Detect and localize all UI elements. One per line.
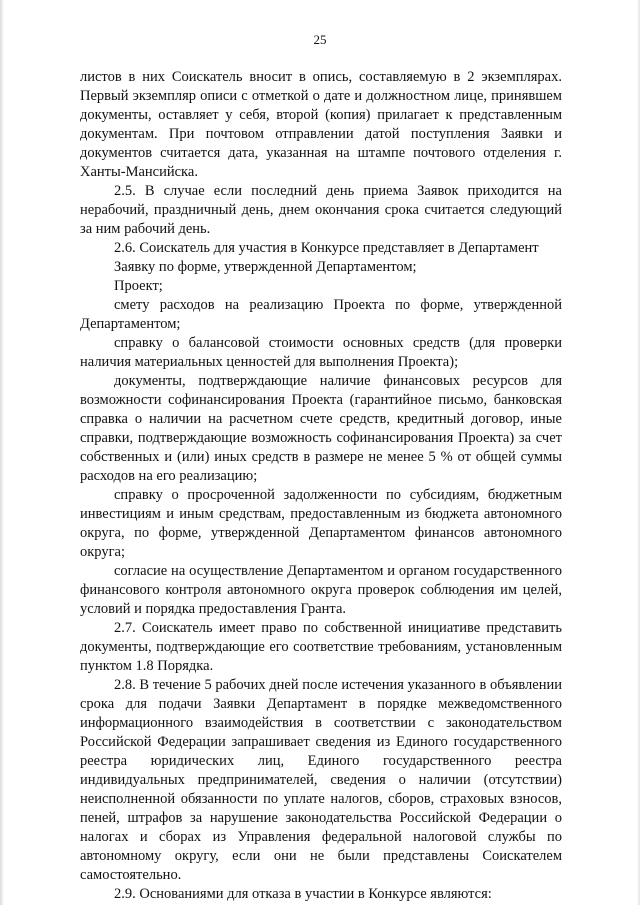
document-body [80, 68, 562, 904]
paragraph-2-9: 2.9. Основаниями для отказа в участии в Конкурсе являются: [114, 886, 492, 902]
paragraph-2-7: 2.7. Соискатель имеет право по собственной инициативе представить документы, подтверждающие его соответствие требованиям, установленным пунктом 1.8 Порядка. [80, 620, 562, 674]
paragraph-2-5: 2.5. В случае если последний день приема Заявок приходится на нерабочий, праздничный день, днем окончания срока считается следующий за ним рабочий день. [80, 183, 562, 237]
list-item-project: Проект; [114, 278, 163, 294]
list-item-financial-documents: документы, подтверждающие наличие финансовых ресурсов для возможности софинансирования Проекта (гарантийное письмо, банковская справка о наличии на расчетном счете средств, кредитный договор, иные справки, подтверждающие возможность софинансирования Проекта) за счет собственных и (или) иных средств в размере не менее 5 % от общей суммы расходов на его реализацию; [80, 373, 562, 484]
paragraph-2-8: 2.8. В течение 5 рабочих дней после истечения указанного в объявлении срока для подачи Заявки Департамент в порядке межведомственного информационного взаимодействия в соответствии с законодательством Российской Федерации запрашивает сведения из Единого государственного реестра юридических лиц, Единого государственного реестра индивидуальных предпринимателей, сведения о наличии (отсутствии) неисполненной обязанности по уплате налогов, сборов, страховых взносов, пеней, штрафов за нарушение законодательства Российской Федерации о налогах и сборах из Управления федеральной налоговой службы по автономному округу, если они не были представлены Соискателем самостоятельно. [80, 677, 562, 883]
list-item-consent: согласие на осуществление Департаментом и органом государственного финансового контроля автономного округа проверок соблюдения им целей, условий и порядка предоставления Гранта. [80, 563, 562, 617]
list-item-balance-certificate: справку о балансовой стоимости основных средств (для проверки наличия материальных ценностей для выполнения Проекта); [80, 335, 562, 370]
paragraph-continuation: листов в них Соискатель вносит в опись, составляемую в 2 экземплярах. Первый экземпляр описи с отметкой о дате и должностном лице, принявшем документы, оставляет у себя, второй (копия) прилагает к представленным документам. При почтовом отправлении датой поступления Заявки и документов считается дата, указанная на штампе почтового отделения г. Ханты-Мансийска. [80, 69, 562, 180]
list-item-cost-estimate: смету расходов на реализацию Проекта по форме, утвержденной Департаментом; [80, 297, 562, 332]
paragraph-2-6: 2.6. Соискатель для участия в Конкурсе представляет в Департамент [114, 240, 539, 256]
scan-edge-left [0, 0, 4, 905]
page-number: 25 [313, 32, 327, 47]
list-item-debt-certificate: справку о просроченной задолженности по субсидиям, бюджетным инвестициям и иным средствам, предоставленным из бюджета автономного округа, по форме, утвержденной Департаментом финансов автономного округа; [80, 487, 562, 560]
list-item-application: Заявку по форме, утвержденной Департаментом; [114, 259, 417, 275]
